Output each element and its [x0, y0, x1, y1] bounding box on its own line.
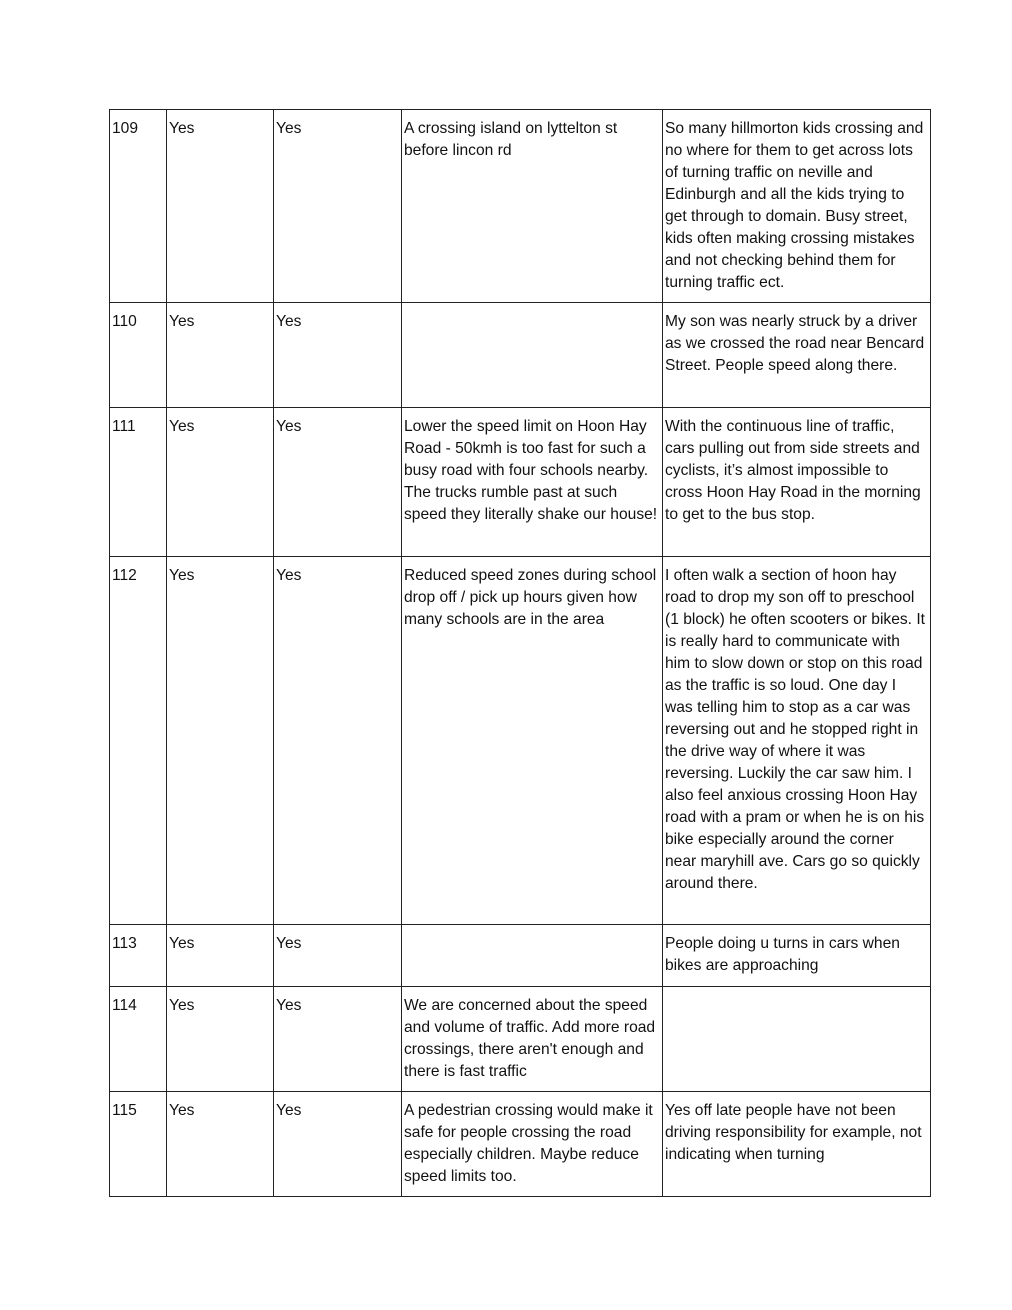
answer-cell-1: Yes	[167, 408, 274, 557]
comment-cell: Yes off late people have not been driving responsibility for example, not indicating when turning	[663, 1092, 931, 1197]
answer-cell-1: Yes	[167, 1092, 274, 1197]
table-row	[110, 110, 931, 303]
row-id-cell: 115	[110, 1092, 167, 1197]
comment-cell: So many hillmorton kids crossing and no where for them to get across lots of turning traffic on neville and Edinburgh and all the kids trying to get through to domain. Busy street, kids often making crossing mistakes and not checking behind them for turning traffic ect.	[663, 110, 931, 303]
suggestion-cell: Reduced speed zones during school drop off / pick up hours given how many schools are in the area	[402, 557, 663, 925]
answer-cell-2: Yes	[274, 408, 402, 557]
comment-cell: I often walk a section of hoon hay road to drop my son off to preschool (1 block) he often scooters or bikes. It is really hard to communicate with him to slow down or stop on this road as the traffic is so loud. One day I was telling him to stop as a car was reversing out and he stopped right in the drive way of where it was reversing. Luckily the car saw him. I also feel anxious crossing Hoon Hay road with a pram or when he is on his bike especially around the corner near maryhill ave. Cars go so quickly around there.	[663, 557, 931, 925]
comment-cell: People doing u turns in cars when bikes are approaching	[663, 925, 931, 987]
suggestion-cell: A pedestrian crossing would make it safe for people crossing the road especially children. Maybe reduce speed limits too.	[402, 1092, 663, 1197]
answer-cell-2: Yes	[274, 1092, 402, 1197]
answer-cell-1: Yes	[167, 303, 274, 408]
answer-cell-1: Yes	[167, 987, 274, 1092]
answer-cell-2: Yes	[274, 303, 402, 408]
answer-cell-2: Yes	[274, 557, 402, 925]
table-row	[110, 925, 931, 987]
table-row	[110, 1092, 931, 1197]
suggestion-cell	[402, 925, 663, 987]
table-row	[110, 303, 931, 408]
row-id-cell: 110	[110, 303, 167, 408]
table-row	[110, 408, 931, 557]
responses-table	[109, 109, 931, 1197]
answer-cell-1: Yes	[167, 925, 274, 987]
answer-cell-2: Yes	[274, 987, 402, 1092]
suggestion-cell: We are concerned about the speed and volume of traffic. Add more road crossings, there aren't enough and there is fast traffic	[402, 987, 663, 1092]
comment-cell	[663, 987, 931, 1092]
row-id-cell: 114	[110, 987, 167, 1092]
row-id-cell: 113	[110, 925, 167, 987]
suggestion-cell: Lower the speed limit on Hoon Hay Road - 50kmh is too fast for such a busy road with four schools nearby. The trucks rumble past at such speed they literally shake our house!	[402, 408, 663, 557]
row-id-cell: 111	[110, 408, 167, 557]
answer-cell-2: Yes	[274, 925, 402, 987]
row-id-cell: 112	[110, 557, 167, 925]
table-row	[110, 557, 931, 925]
answer-cell-2: Yes	[274, 110, 402, 303]
suggestion-cell	[402, 303, 663, 408]
comment-cell: With the continuous line of traffic, cars pulling out from side streets and cyclists, it’s almost impossible to cross Hoon Hay Road in the morning to get to the bus stop.	[663, 408, 931, 557]
table-row	[110, 987, 931, 1092]
suggestion-cell: A crossing island on lyttelton st before lincon rd	[402, 110, 663, 303]
answer-cell-1: Yes	[167, 110, 274, 303]
answer-cell-1: Yes	[167, 557, 274, 925]
comment-cell: My son was nearly struck by a driver as we crossed the road near Bencard Street. People speed along there.	[663, 303, 931, 408]
row-id-cell: 109	[110, 110, 167, 303]
